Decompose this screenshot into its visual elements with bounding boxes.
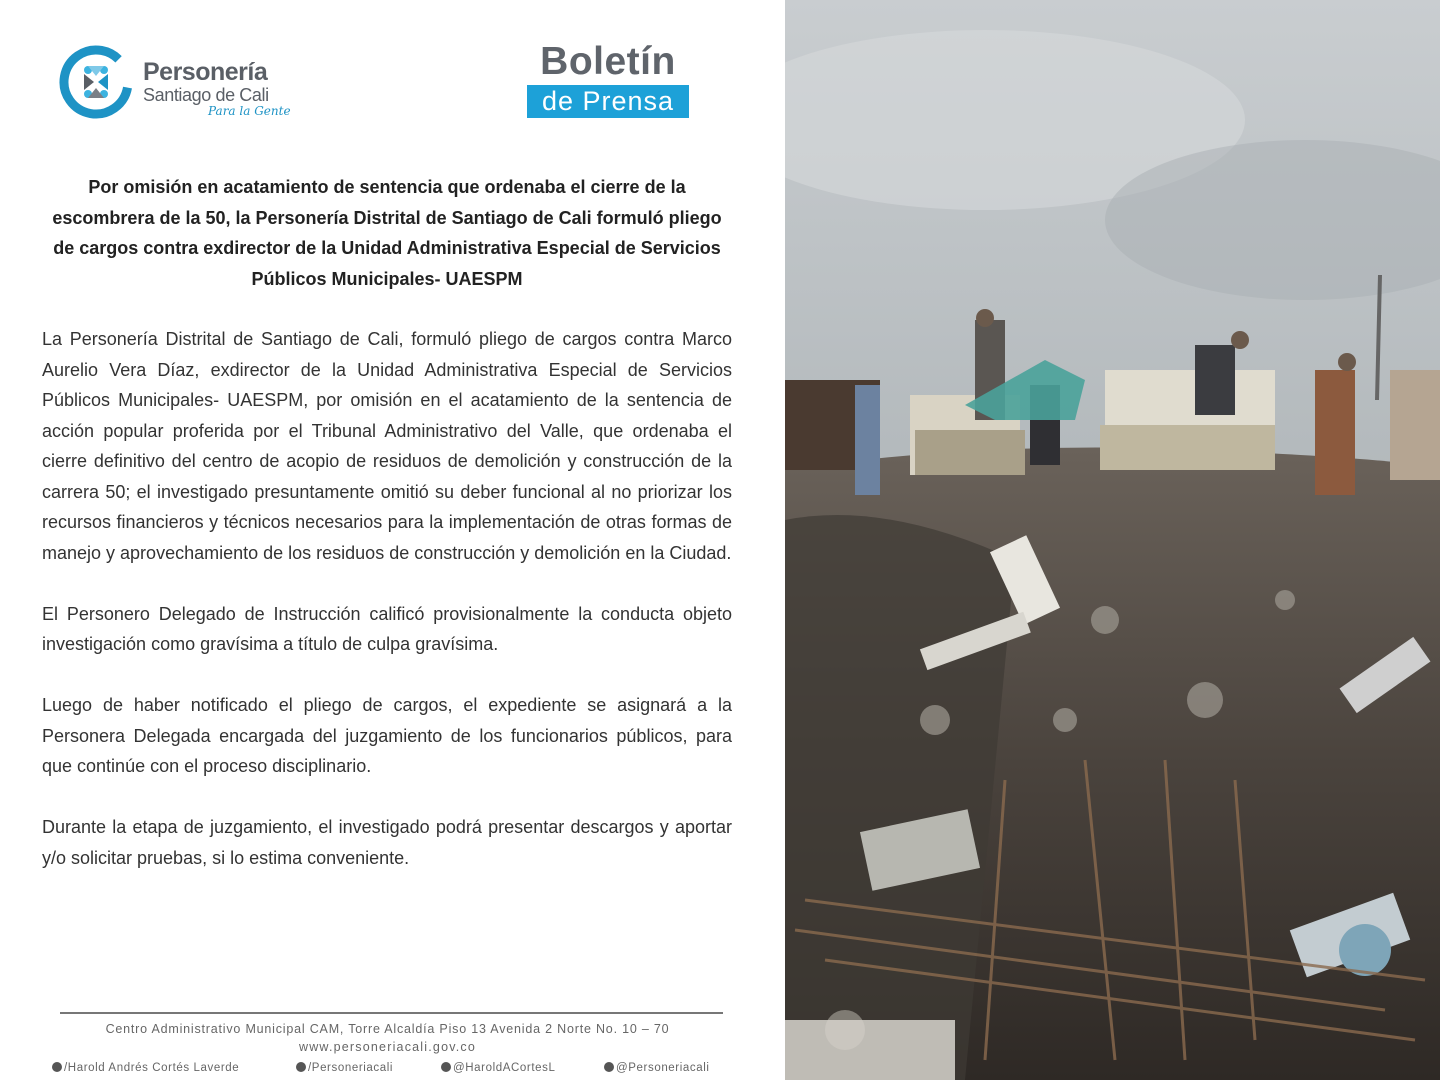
social-handle: /Harold Andrés Cortés Laverde (64, 1062, 240, 1074)
facebook-icon (296, 1062, 306, 1072)
footer-address: Centro Administrativo Municipal CAM, Torre Alcaldía Piso 13 Avenida 2 Norte No. 10 – 70 (105, 1022, 670, 1036)
social-handle: @Personeriacali (616, 1062, 710, 1074)
article-body (42, 324, 732, 904)
logo-name: Personería (143, 58, 268, 86)
social-facebook-harold[interactable] (52, 1060, 239, 1076)
twitter-icon (441, 1062, 451, 1072)
personeria-logo (58, 44, 318, 124)
facebook-icon (52, 1062, 62, 1072)
social-facebook-personeria[interactable] (296, 1060, 393, 1076)
bulletin-subtitle: de Prensa (527, 85, 689, 118)
bulletin-title: Boletín (540, 40, 676, 83)
logo-city: Santiago de Cali (143, 85, 269, 105)
social-instagram-personeria[interactable] (604, 1060, 710, 1076)
paragraph: Luego de haber notificado el pliego de cargos, el expediente se asignará a la Personera Delegada encargada del juzgamiento de los funcionarios públicos, para que continúe con el proceso disciplinario. (42, 695, 732, 776)
social-handle: /Personeriacali (308, 1062, 394, 1074)
footer-website[interactable]: www.personeriacali.gov.co (298, 1040, 477, 1054)
instagram-icon (604, 1062, 614, 1072)
social-handle: @HaroldACortesL (453, 1062, 556, 1074)
bulletin-badge (527, 41, 689, 123)
paragraph: Durante la etapa de juzgamiento, el investigado podrá presentar descargos y aportar y/o solicitar pruebas, si lo estima conveniente. (42, 817, 732, 868)
paragraph: La Personería Distrital de Santiago de Cali, formuló pliego de cargos contra Marco Aurelio Vera Díaz, exdirector de la Unidad Administrativa Especial de Servicios Públicos Municipales- UAESPM, por omisión en el acatamiento de la sentencia de acción popular proferida por el Tribunal Administrativo del Valle, que ordenaba el cierre definitivo del centro de acopio de residuos de demolición y construcción de la carrera 50; el investigado presuntamente omitió su deber funcional al no priorizar los recursos financieros y técnicos necesarios para la implementación de otras formas de manejo y aprovechamiento de los residuos de construcción y demolición en la Ciudad. (42, 329, 732, 563)
debris-site-photo (785, 0, 1440, 1080)
headline: Por omisión en acatamiento de sentencia que ordenaba el cierre de la escombrera de la 50, la Personería Distrital de Santiago de Cali formuló pliego de cargos contra exdirector de la Unidad Administrativa Especial de Servicios Públicos Municipales- UAESPM (52, 177, 722, 289)
footer-divider (60, 1012, 723, 1014)
social-twitter-harold[interactable] (441, 1060, 556, 1076)
paragraph: El Personero Delegado de Instrucción calificó provisionalmente la conducta objeto investigación como gravísima a título de culpa gravísima. (42, 603, 732, 654)
logo-tagline: Para la Gente (208, 104, 291, 118)
personeria-logo-icon (58, 44, 134, 120)
